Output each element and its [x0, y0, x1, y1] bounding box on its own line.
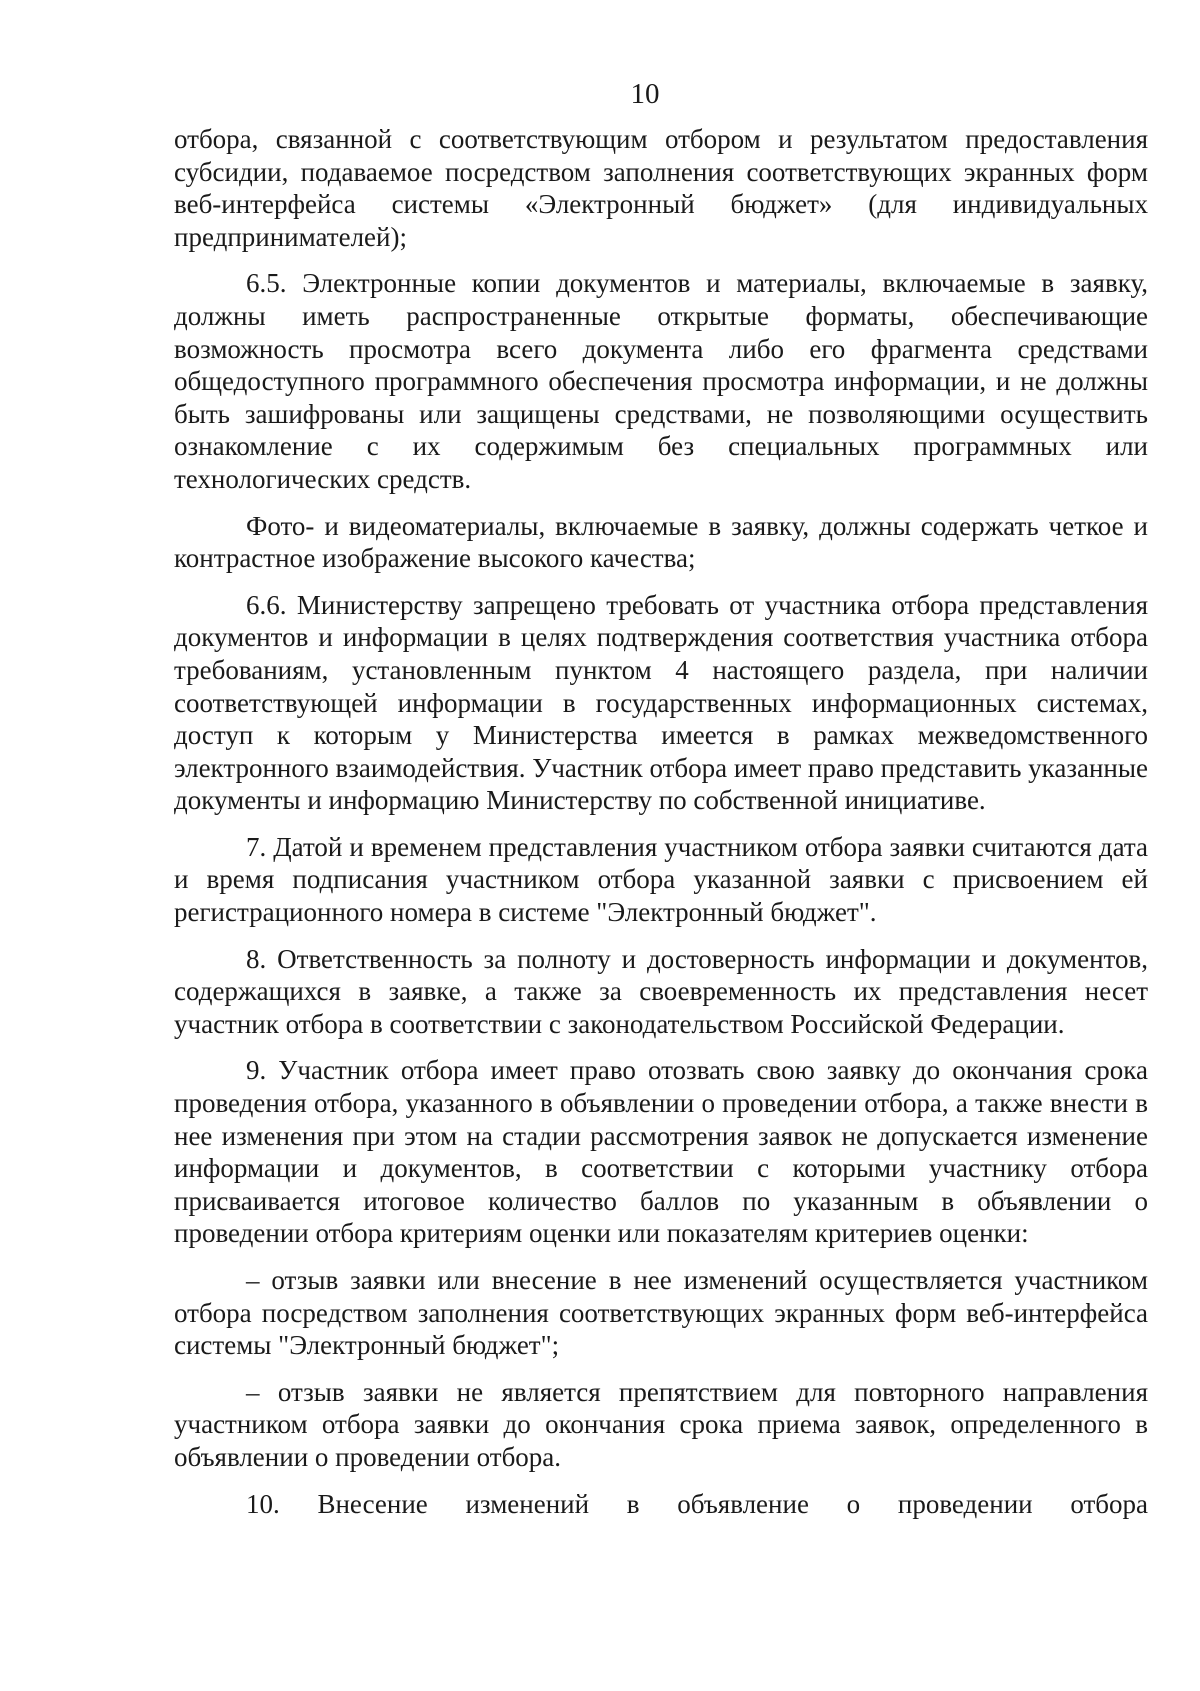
paragraph-continuation: отбора, связанной с соответствующим отбором и результатом предоставления субсидии, подаваемое посредством заполнения соответствующих экранных форм веб-интерфейса системы «Электронный бюджет» (для индивидуальных предпринимателей);: [174, 124, 1148, 252]
paragraph-10: 10. Внесение изменений в объявление о проведении отбора: [246, 1488, 1148, 1519]
paragraph-7: 7. Датой и временем представления участником отбора заявки считаются дата и время подписания участником отбора указанной заявки с присвоением ей регистрационного номера в системе "Электронный бюджет".: [174, 831, 1148, 928]
list-item-withdrawal: – отзыв заявки или внесение в нее изменений осуществляется участником отбора посредством заполнения соответствующих экранных форм веб-интерфейса системы "Электронный бюджет";: [174, 1265, 1148, 1361]
page-number: 10: [630, 78, 660, 110]
paragraph-8: 8. Ответственность за полноту и достоверность информации и документов, содержащихся в заявке, а также за своевременность их представления несет участник отбора в соответствии с законодательством Российской Федерации.: [174, 943, 1148, 1039]
paragraph-6-5: 6.5. Электронные копии документов и материалы, включаемые в заявку, должны иметь распространенные открытые форматы, обеспечивающие возможность просмотра всего документа либо его фрагмента средствами общедоступного программного обеспечения просмотра информации, и не должны быть зашифрованы или защищены средствами, не позволяющими осуществить ознакомление с их содержимым без специальных программных или технологических средств.: [174, 268, 1148, 494]
paragraph-9: 9. Участник отбора имеет право отозвать свою заявку до окончания срока проведения отбора, указанного в объявлении о проведении отбора, а также внести в нее изменения при этом на стадии рассмотрения заявок не допускается изменение информации и документов, в соответствии с которыми участнику отбора присваивается итоговое количество баллов по указанным в объявлении о проведении отбора критериям оценки или показателям критериев оценки:: [174, 1055, 1148, 1249]
list-item-resubmission: – отзыв заявки не является препятствием для повторного направления участником отбора заявки до окончания срока приема заявок, определенного в объявлении о проведении отбора.: [174, 1376, 1148, 1472]
document-body: [174, 123, 1148, 1534]
paragraph-photo-video: Фото- и видеоматериалы, включаемые в заявку, должны содержать четкое и контрастное изображение высокого качества;: [174, 510, 1148, 574]
paragraph-6-6: 6.6. Министерству запрещено требовать от участника отбора представления документов и информации в целях подтверждения соответствия участника отбора требованиям, установленным пунктом 4 настоящего раздела, при наличии соответствующей информации в государственных информационных системах, доступ к которым у Министерства имеется в рамках межведомственного электронного взаимодействия. Участник отбора имеет право представить указанные документы и информацию Министерству по собственной инициативе.: [174, 589, 1149, 816]
